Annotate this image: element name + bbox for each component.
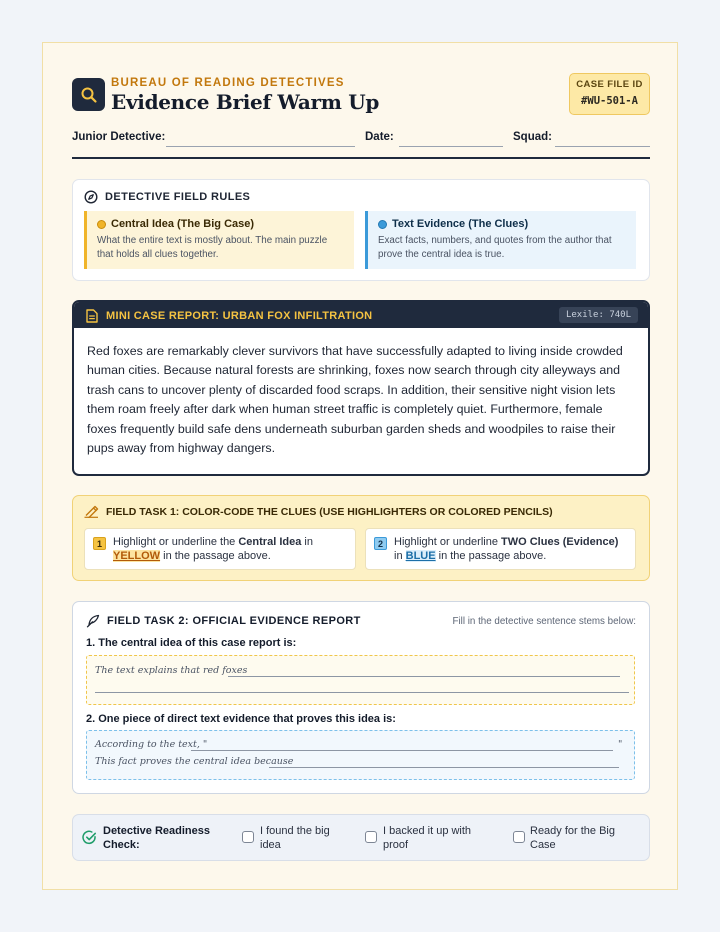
date-label: Date:	[365, 131, 394, 143]
evidence-answer-box[interactable]	[86, 730, 635, 780]
instruction-text: in the passage above.	[160, 550, 271, 562]
case-file-label: CASE FILE ID	[576, 79, 643, 90]
sentence-stem: The text explains that red foxes	[95, 665, 248, 676]
closing-quote: "	[618, 739, 623, 750]
header-divider	[72, 157, 650, 159]
case-report-card	[72, 300, 650, 476]
readiness-check-bar	[72, 814, 650, 861]
date-field[interactable]	[399, 146, 503, 147]
check-circle-icon	[82, 830, 97, 845]
readiness-label: Detective Readiness Check:	[103, 825, 210, 851]
question-2: 2. One piece of direct text evidence that proves this idea is:	[86, 713, 396, 725]
case-report-title: MINI CASE REPORT: URBAN FOX INFILTRATION	[106, 310, 373, 322]
instruction-text: Highlight or underline	[394, 536, 502, 548]
task-1-yellow-instruction	[84, 528, 356, 570]
answer-line[interactable]	[269, 767, 619, 768]
field-task-1-card	[72, 495, 650, 581]
compass-icon	[84, 190, 98, 204]
blue-dot-icon	[378, 220, 387, 229]
central-idea-definition: What the entire text is mostly about. The main puzzle that holds all clues together.	[97, 235, 328, 260]
field-task-1-title: FIELD TASK 1: COLOR-CODE THE CLUES (USE HIGHLIGHTERS OR COLORED PENCILS)	[106, 505, 553, 518]
worksheet-page	[42, 42, 678, 890]
sentence-stem: This fact proves the central idea because	[95, 756, 294, 767]
instruction-emphasis: TWO Clues (Evidence)	[501, 536, 619, 548]
central-idea-title: Central Idea (The Big Case)	[111, 218, 255, 230]
magnifier-logo	[72, 78, 105, 111]
option-found-big-idea[interactable]: I found the big idea	[260, 825, 330, 851]
lexile-badge: Lexile: 740L	[559, 307, 638, 323]
bureau-name: BUREAU OF READING DETECTIVES	[111, 77, 345, 89]
text-evidence-title: Text Evidence (The Clues)	[392, 218, 529, 230]
highlighter-icon	[84, 505, 99, 518]
question-1: 1. The central idea of this case report is:	[86, 637, 297, 649]
checkbox-found-big-idea[interactable]	[242, 831, 254, 843]
text-evidence-rule	[365, 211, 636, 269]
option-backed-with-proof[interactable]: I backed it up with proof	[383, 825, 472, 851]
checkbox-ready-for-big-case[interactable]	[513, 831, 525, 843]
squad-field[interactable]	[555, 146, 650, 147]
student-info-row	[72, 130, 650, 148]
step-number-badge: 1	[93, 537, 106, 550]
field-rules-heading	[84, 190, 250, 204]
page-title: Evidence Brief Warm Up	[111, 90, 380, 114]
field-rules-title: DETECTIVE FIELD RULES	[105, 191, 251, 203]
search-icon	[80, 86, 98, 104]
detective-label: Junior Detective:	[72, 131, 166, 143]
instruction-text: in	[301, 536, 313, 548]
text-evidence-definition: Exact facts, numbers, and quotes from the author that prove the central idea is true.	[378, 235, 612, 260]
answer-line[interactable]	[95, 692, 629, 693]
task-2-hint: Fill in the detective sentence stems below:	[452, 616, 636, 627]
detective-name-field[interactable]	[166, 146, 355, 147]
reading-passage[interactable]: Red foxes are remarkably clever survivors that have successfully adapted to living inside crowded human cities. Because natural forests are shrinking, foxes now search through city alleyways and trash cans to uncover plenty of discarded food scraps. In addition, their sensitive night vision lets them roam freely after dark when human street traffic is completely quiet. Furthermore, female foxes frequently build safe dens underneath suburban garden sheds and woodpiles to raise their pups away from highway dangers.	[87, 344, 623, 456]
checkbox-backed-with-proof[interactable]	[365, 831, 377, 843]
yellow-dot-icon	[97, 220, 106, 229]
blue-color-word: BLUE	[405, 550, 436, 562]
field-task-2-title: FIELD TASK 2: OFFICIAL EVIDENCE REPORT	[107, 615, 361, 627]
instruction-text: in	[394, 550, 406, 562]
option-ready-for-big-case[interactable]: Ready for the Big Case	[530, 825, 615, 851]
quill-pen-icon	[86, 614, 100, 628]
squad-label: Squad:	[513, 131, 552, 143]
sentence-stem: According to the text, "	[95, 739, 208, 750]
central-idea-answer-box[interactable]	[86, 655, 635, 705]
yellow-color-word: YELLOW	[113, 550, 161, 562]
field-task-2-card	[72, 601, 650, 794]
field-task-1-heading	[84, 505, 553, 518]
instruction-emphasis: Central Idea	[238, 536, 302, 548]
case-report-header	[74, 302, 648, 328]
field-task-2-heading	[86, 614, 361, 628]
document-icon	[86, 309, 98, 323]
central-idea-rule	[84, 211, 354, 269]
field-rules-card	[72, 179, 650, 281]
instruction-text: Highlight or underline the	[113, 536, 239, 548]
task-1-blue-instruction	[365, 528, 636, 570]
answer-line[interactable]	[191, 750, 613, 751]
instruction-text: in the passage above.	[435, 550, 547, 562]
case-file-badge	[569, 73, 650, 115]
step-number-badge: 2	[374, 537, 387, 550]
case-file-id: #WU-501-A	[581, 95, 638, 107]
answer-line[interactable]	[228, 676, 620, 677]
